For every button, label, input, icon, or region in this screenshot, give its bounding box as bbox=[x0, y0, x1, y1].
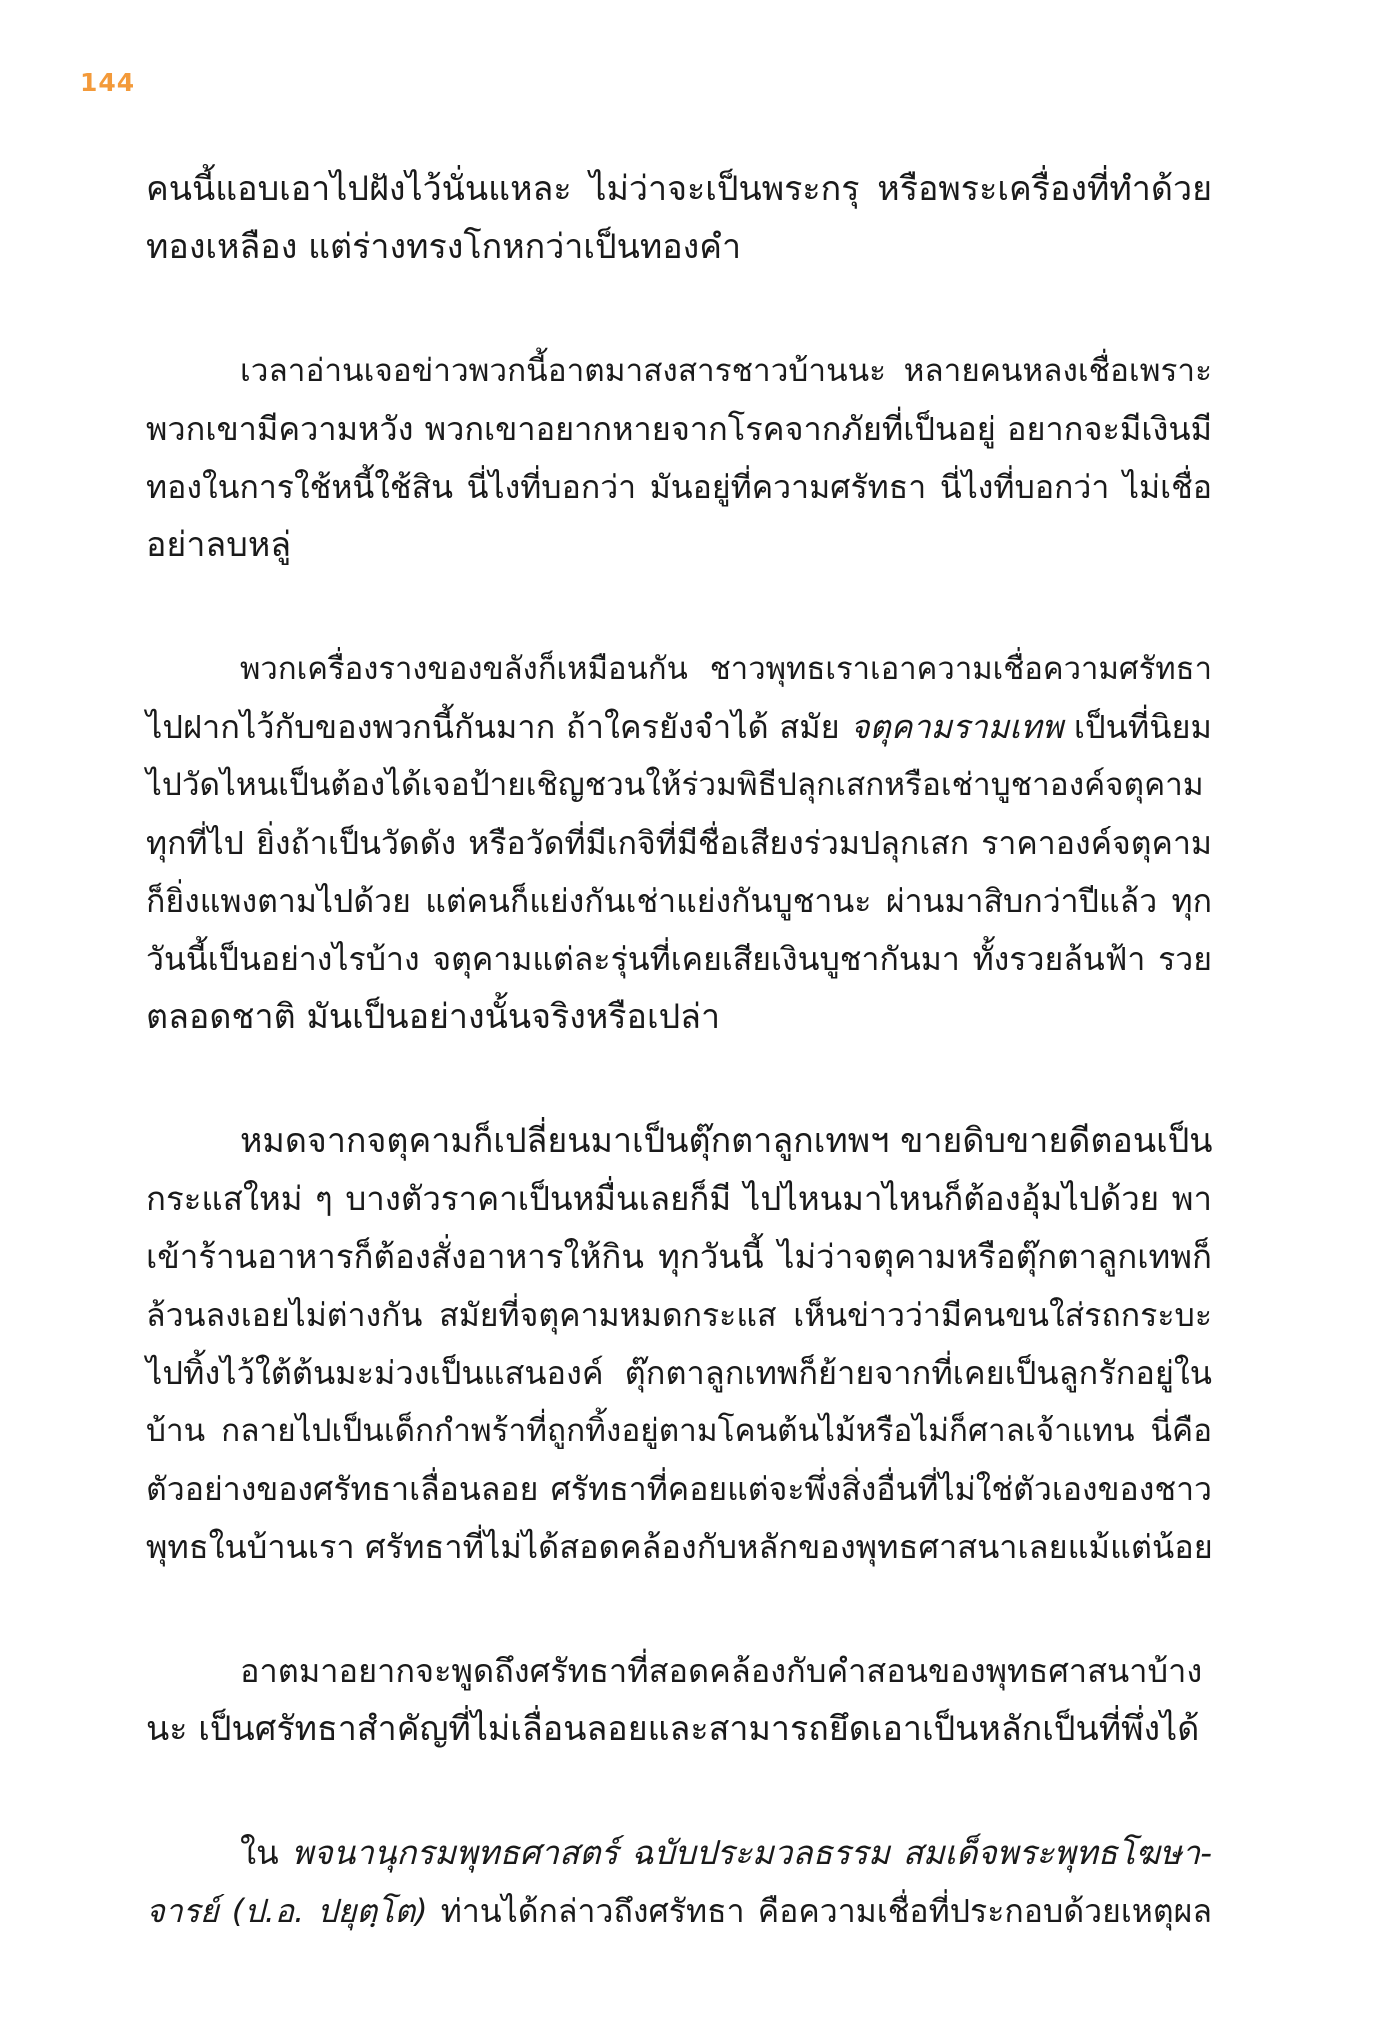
text-line bbox=[146, 1882, 1212, 1940]
text-line: กระแสใหม่ ๆ บางตัวราคาเป็นหมื่นเลยก็มี ไปไหนมาไหนก็ต้องอุ้มไปด้วย พา bbox=[146, 1179, 1212, 1218]
text-line: ตลอดชาติ มันเป็นอย่างนั้นจริงหรือเปล่า bbox=[146, 997, 721, 1037]
text-segment: ใน bbox=[240, 1833, 279, 1872]
page-body bbox=[146, 160, 1212, 2006]
paragraph-2 bbox=[146, 342, 1212, 574]
italic-citation: จารย์ (ป.อ. ปยุตฺโต) bbox=[146, 1892, 428, 1930]
text-line: เวลาอ่านเจอข่าวพวกนี้อาตมาสงสารชาวบ้านนะ หลายคนหลงเชื่อเพราะ bbox=[240, 353, 1212, 389]
text-line: อย่าลบหลู่ bbox=[146, 525, 292, 565]
text-line bbox=[146, 1824, 1212, 1882]
text-segment: ท่านได้กล่าวถึงศรัทธา คือความเชื่อที่ประกอบด้วยเหตุผล bbox=[440, 1892, 1212, 1930]
text-line: ทุกที่ไป ยิ่งถ้าเป็นวัดดัง หรือวัดที่มีเกจิที่มีชื่อเสียงร่วมปลุกเสก ราคาองค์จตุคาม bbox=[146, 824, 1212, 862]
paragraph-1 bbox=[146, 160, 1212, 276]
paragraph-5 bbox=[146, 1642, 1212, 1758]
text-line: บ้าน กลายไปเป็นเด็กกำพร้าที่ถูกทิ้งอยู่ตามโคนต้นไม้หรือไม่ก็ศาลเจ้าแทน นี่คือ bbox=[146, 1413, 1212, 1449]
text-line: เข้าร้านอาหารก็ต้องสั่งอาหารให้กิน ทุกวันนี้ ไม่ว่าจตุคามหรือตุ๊กตาลูกเทพก็ bbox=[146, 1237, 1212, 1276]
paragraph-6 bbox=[146, 1824, 1212, 1940]
text-line: ไปวัดไหนเป็นต้องได้เจอป้ายเชิญชวนให้ร่วมพิธีปลุกเสกหรือเช่าบูชาองค์จตุคาม bbox=[146, 767, 1204, 803]
paragraph-3 bbox=[146, 640, 1212, 1046]
text-line: ทองในการใช้หนี้ใช้สิน นี่ไงที่บอกว่า มันอยู่ที่ความศรัทธา นี่ไงที่บอกว่า ไม่เชื่อ bbox=[146, 468, 1212, 506]
text-line: พุทธในบ้านเรา ศรัทธาที่ไม่ได้สอดคล้องกับหลักของพุทธศาสนาเลยแม้แต่น้อย bbox=[146, 1528, 1213, 1566]
text-line: ตัวอย่างของศรัทธาเลื่อนลอย ศรัทธาที่คอยแต่จะพึ่งสิ่งอื่นที่ไม่ใช่ตัวเองของชาว bbox=[146, 1470, 1212, 1508]
italic-term: จตุคามรามเทพ bbox=[850, 708, 1064, 746]
text-line: ก็ยิ่งแพงตามไปด้วย แต่คนก็แย่งกันเช่าแย่งกันบูชานะ ผ่านมาสิบกว่าปีแล้ว ทุก bbox=[146, 882, 1212, 920]
italic-citation: พจนานุกรมพุทธศาสตร์ ฉบับประมวลธรรม สมเด็จพระพุทธโฆษา- bbox=[291, 1833, 1212, 1872]
text-line: ล้วนลงเอยไม่ต่างกัน สมัยที่จตุคามหมดกระแส เห็นข่าวว่ามีคนขนใส่รถกระบะ bbox=[146, 1296, 1212, 1334]
text-line bbox=[146, 698, 1212, 756]
page-number: 144 bbox=[80, 68, 136, 97]
text-line: คนนี้แอบเอาไปฝังไว้นั่นแหละ ไม่ว่าจะเป็นพระกรุ หรือพระเครื่องที่ทำด้วย bbox=[146, 169, 1212, 209]
text-line: พวกเขามีความหวัง พวกเขาอยากหายจากโรคจากภัยที่เป็นอยู่ อยากจะมีเงินมี bbox=[146, 410, 1212, 448]
text-line: ไปทิ้งไว้ใต้ต้นมะม่วงเป็นแสนองค์ ตุ๊กตาลูกเทพก็ย้ายจากที่เคยเป็นลูกรักอยู่ใน bbox=[146, 1354, 1212, 1392]
text-line: นะ เป็นศรัทธาสำคัญที่ไม่เลื่อนลอยและสามารถยึดเอาเป็นหลักเป็นที่พึ่งได้ bbox=[146, 1709, 1200, 1749]
paragraph-4 bbox=[146, 1112, 1212, 1576]
text-segment: เป็นที่นิยม bbox=[1073, 708, 1212, 746]
text-line: อาตมาอยากจะพูดถึงศรัทธาที่สอดคล้องกับคำสอนของพุทธศาสนาบ้าง bbox=[240, 1652, 1203, 1690]
text-line: พวกเครื่องรางของขลังก็เหมือนกัน ชาวพุทธเราเอาความเชื่อความศรัทธา bbox=[240, 651, 1212, 687]
text-line: หมดจากจตุคามก็เปลี่ยนมาเป็นตุ๊กตาลูกเทพฯ ขายดิบขายดีตอนเป็น bbox=[240, 1121, 1213, 1161]
text-segment: ไปฝากไว้กับของพวกนี้กันมาก ถ้าใครยังจำได้ สมัย bbox=[146, 708, 840, 746]
text-line: ทองเหลือง แต่ร่างทรงโกหกว่าเป็นทองคำ bbox=[146, 227, 742, 267]
text-line: วันนี้เป็นอย่างไรบ้าง จตุคามแต่ละรุ่นที่เคยเสียเงินบูชากันมา ทั้งรวยล้นฟ้า รวย bbox=[146, 940, 1212, 978]
